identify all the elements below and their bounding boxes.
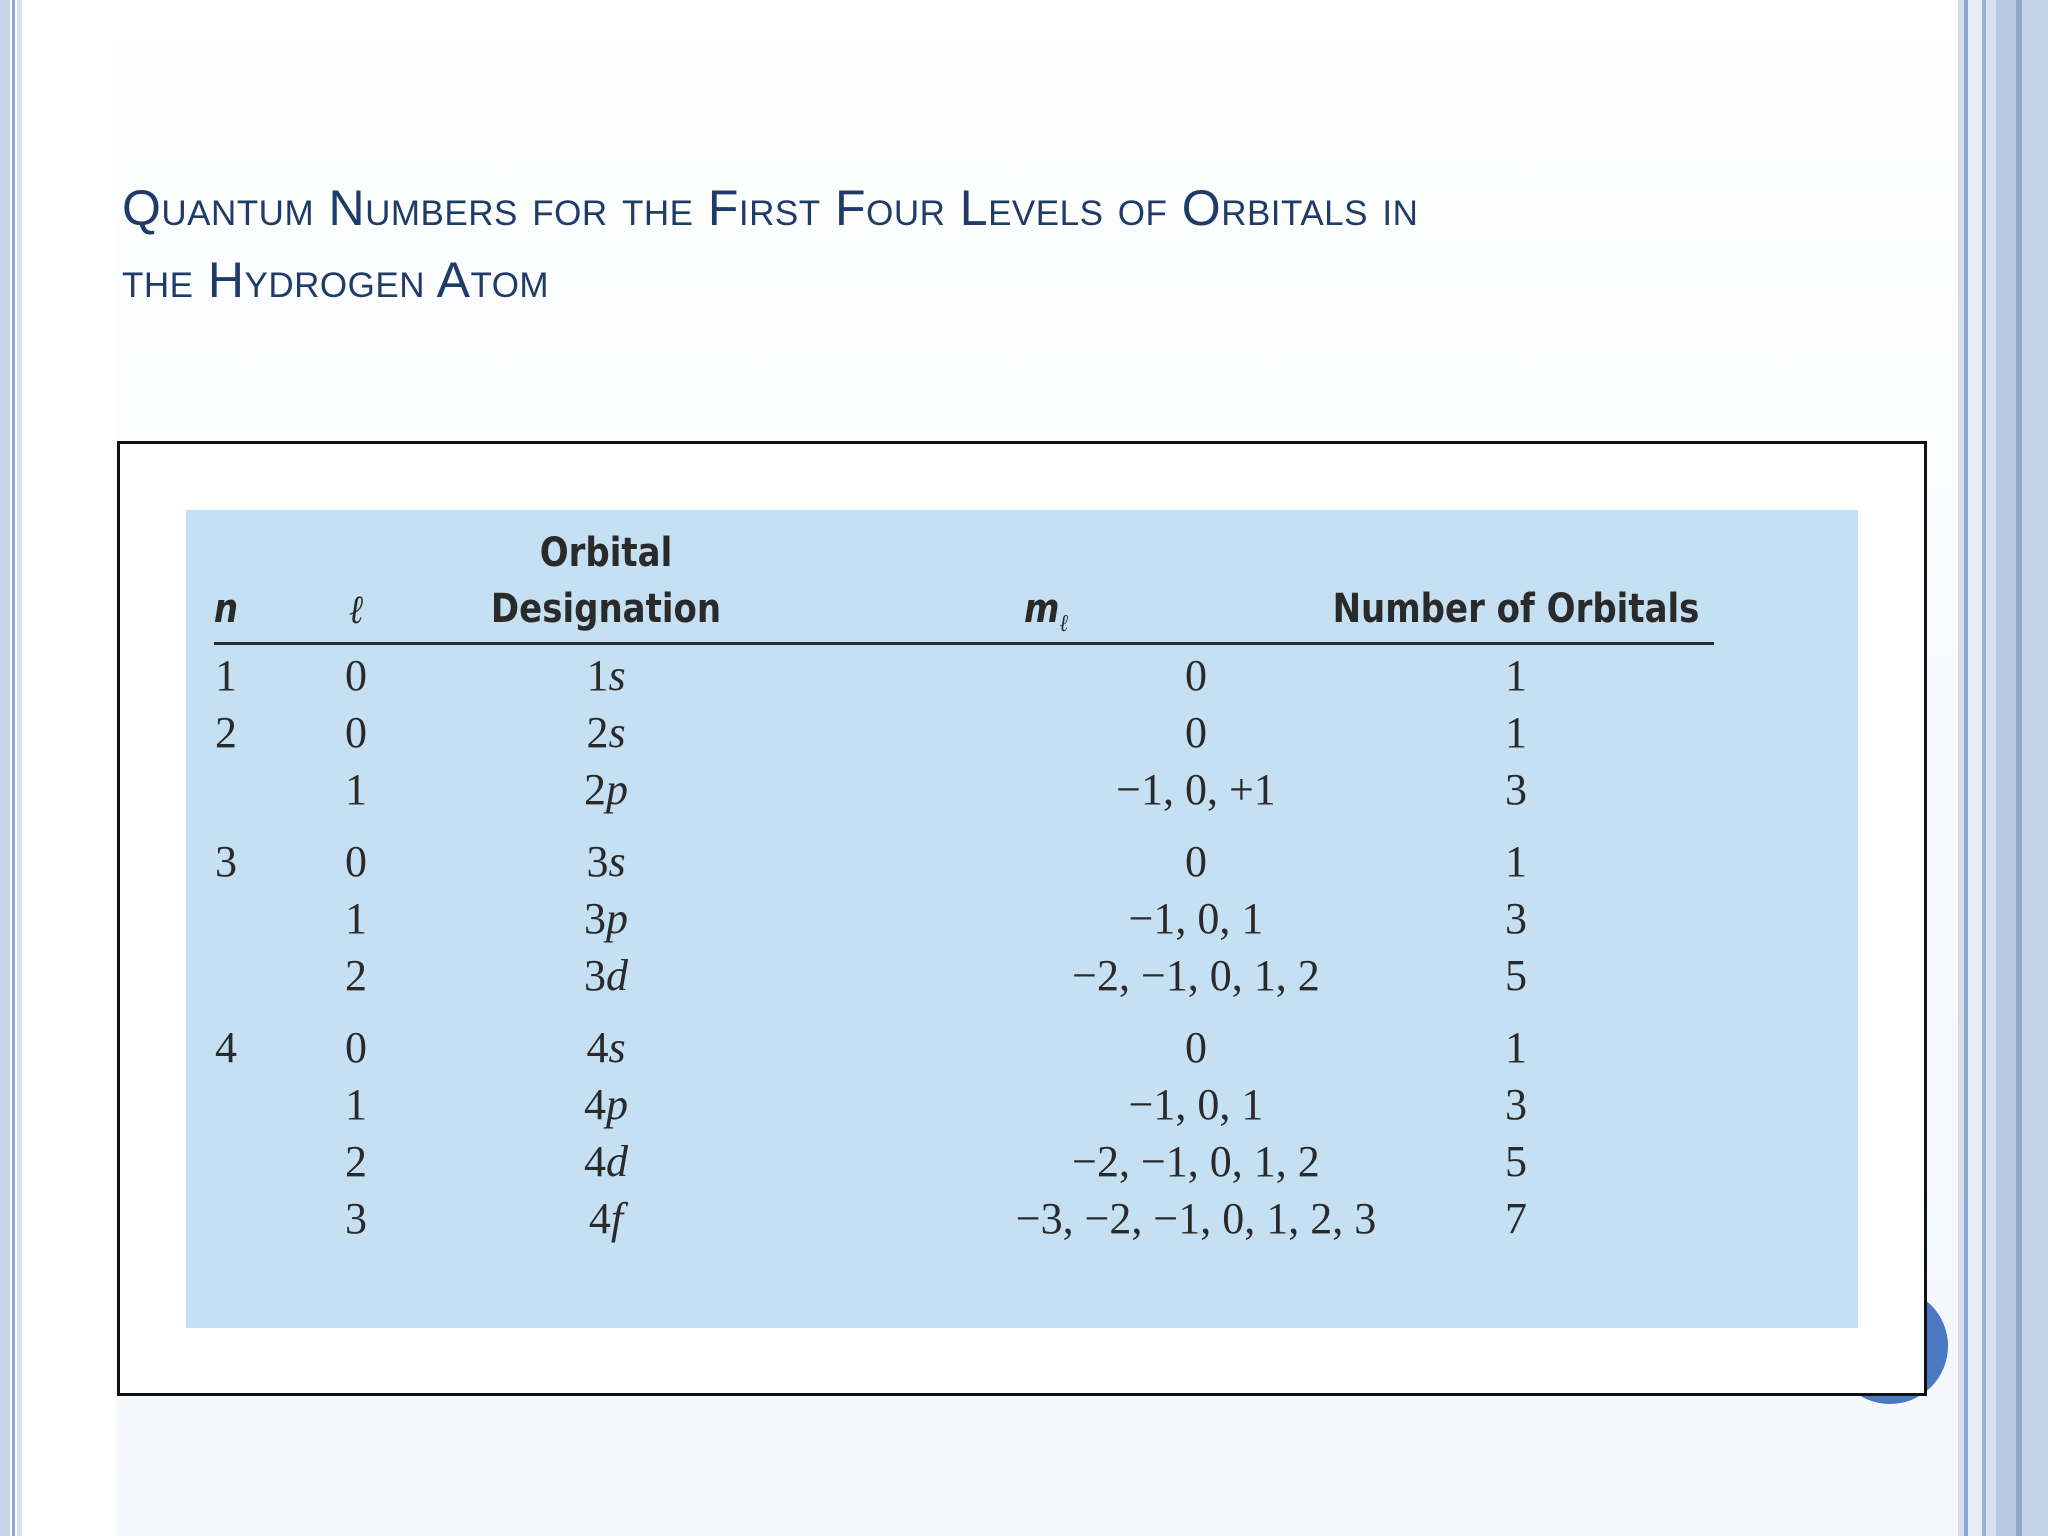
cell-number-of-orbitals: 7 xyxy=(1505,1194,1527,1243)
cell-n: 4 xyxy=(215,1023,237,1072)
cell-l: 0 xyxy=(345,1023,367,1072)
title-line-1: Quantum Numbers for the First Four Levels of Orbitals in xyxy=(122,180,1419,236)
cell-l: 1 xyxy=(345,1080,367,1129)
orbital-number: 4 xyxy=(586,1023,609,1072)
cell-ml: −1, 0, 1 xyxy=(1128,894,1264,943)
orbital-number: 4 xyxy=(588,1194,611,1243)
orbital-subshell: p xyxy=(606,765,628,814)
left-stripe xyxy=(0,0,10,1536)
cell-n: 1 xyxy=(215,651,237,700)
cell-number-of-orbitals: 5 xyxy=(1505,1137,1527,1186)
cell-l: 1 xyxy=(345,765,367,814)
cell-number-of-orbitals: 1 xyxy=(1505,837,1527,886)
orbital-number: 3 xyxy=(584,951,606,1000)
right-stripe-5 xyxy=(1986,0,1996,1536)
right-stripe-6 xyxy=(1996,0,2016,1536)
header-orbital-line1: Orbital xyxy=(539,530,673,576)
orbital-subshell: d xyxy=(606,1137,628,1186)
header-orbital-line2: Designation xyxy=(490,586,722,632)
cell-n: 2 xyxy=(215,708,237,757)
cell-number-of-orbitals: 5 xyxy=(1505,951,1527,1000)
orbital-subshell: f xyxy=(610,1194,624,1243)
right-stripe-3 xyxy=(1968,0,1982,1536)
header-number-of-orbitals: Number of Orbitals xyxy=(1332,586,1700,632)
slide-title xyxy=(122,172,1822,316)
quantum-numbers-table xyxy=(186,510,1858,1328)
right-stripe-8 xyxy=(2022,0,2048,1536)
header-ml-main: m xyxy=(1024,586,1060,632)
header-rule xyxy=(214,642,1714,645)
cell-l: 1 xyxy=(345,894,367,943)
cell-n: 3 xyxy=(215,837,237,886)
cell-orbital-designation xyxy=(506,948,706,1004)
header-l: ℓ xyxy=(348,587,364,633)
header-ml xyxy=(995,586,1097,638)
cell-ml: 0 xyxy=(1185,837,1207,886)
cell-orbital-designation xyxy=(506,834,706,890)
cell-orbital-designation xyxy=(506,648,706,704)
cell-ml: 0 xyxy=(1185,651,1207,700)
cell-orbital-designation xyxy=(506,705,706,761)
cell-number-of-orbitals: 1 xyxy=(1505,708,1527,757)
cell-number-of-orbitals: 3 xyxy=(1505,765,1527,814)
cell-ml: 0 xyxy=(1185,1023,1207,1072)
cell-orbital-designation xyxy=(506,1020,706,1076)
orbital-subshell: s xyxy=(608,708,626,757)
orbital-number: 2 xyxy=(586,708,609,757)
cell-l: 3 xyxy=(345,1194,367,1243)
orbital-subshell: s xyxy=(608,1023,626,1072)
orbital-subshell: p xyxy=(606,1080,628,1129)
cell-number-of-orbitals: 3 xyxy=(1505,894,1527,943)
orbital-number: 2 xyxy=(584,765,606,814)
orbital-subshell: p xyxy=(606,894,628,943)
cell-ml: −1, 0, 1 xyxy=(1128,1080,1264,1129)
cell-l: 0 xyxy=(345,837,367,886)
cell-orbital-designation xyxy=(506,891,706,947)
orbital-number: 3 xyxy=(584,894,606,943)
orbital-subshell: d xyxy=(606,951,628,1000)
cell-ml: 0 xyxy=(1185,708,1207,757)
orbital-number: 1 xyxy=(586,651,609,700)
header-n: n xyxy=(213,586,239,632)
left-stripe-inner xyxy=(17,0,22,1536)
cell-number-of-orbitals: 1 xyxy=(1505,651,1527,700)
cell-l: 0 xyxy=(345,708,367,757)
cell-orbital-designation xyxy=(506,762,706,818)
cell-l: 2 xyxy=(345,1137,367,1186)
cell-l: 0 xyxy=(345,651,367,700)
cell-number-of-orbitals: 1 xyxy=(1505,1023,1527,1072)
cell-orbital-designation xyxy=(506,1077,706,1133)
title-line-2: the Hydrogen Atom xyxy=(122,252,550,308)
orbital-number: 4 xyxy=(584,1137,606,1186)
orbital-number: 3 xyxy=(586,837,609,886)
cell-orbital-designation xyxy=(506,1134,706,1190)
cell-ml: −3, −2, −1, 0, 1, 2, 3 xyxy=(1015,1194,1377,1243)
cell-orbital-designation xyxy=(506,1191,706,1247)
header-ml-sub: ℓ xyxy=(1059,609,1068,637)
orbital-number: 4 xyxy=(584,1080,606,1129)
cell-number-of-orbitals: 3 xyxy=(1505,1080,1527,1129)
cell-ml: −1, 0, +1 xyxy=(1116,765,1276,814)
orbital-subshell: s xyxy=(608,837,626,886)
cell-ml: −2, −1, 0, 1, 2 xyxy=(1072,1137,1320,1186)
left-stripe-line xyxy=(12,0,15,1536)
cell-ml: −2, −1, 0, 1, 2 xyxy=(1072,951,1320,1000)
orbital-subshell: s xyxy=(608,651,626,700)
cell-l: 2 xyxy=(345,951,367,1000)
